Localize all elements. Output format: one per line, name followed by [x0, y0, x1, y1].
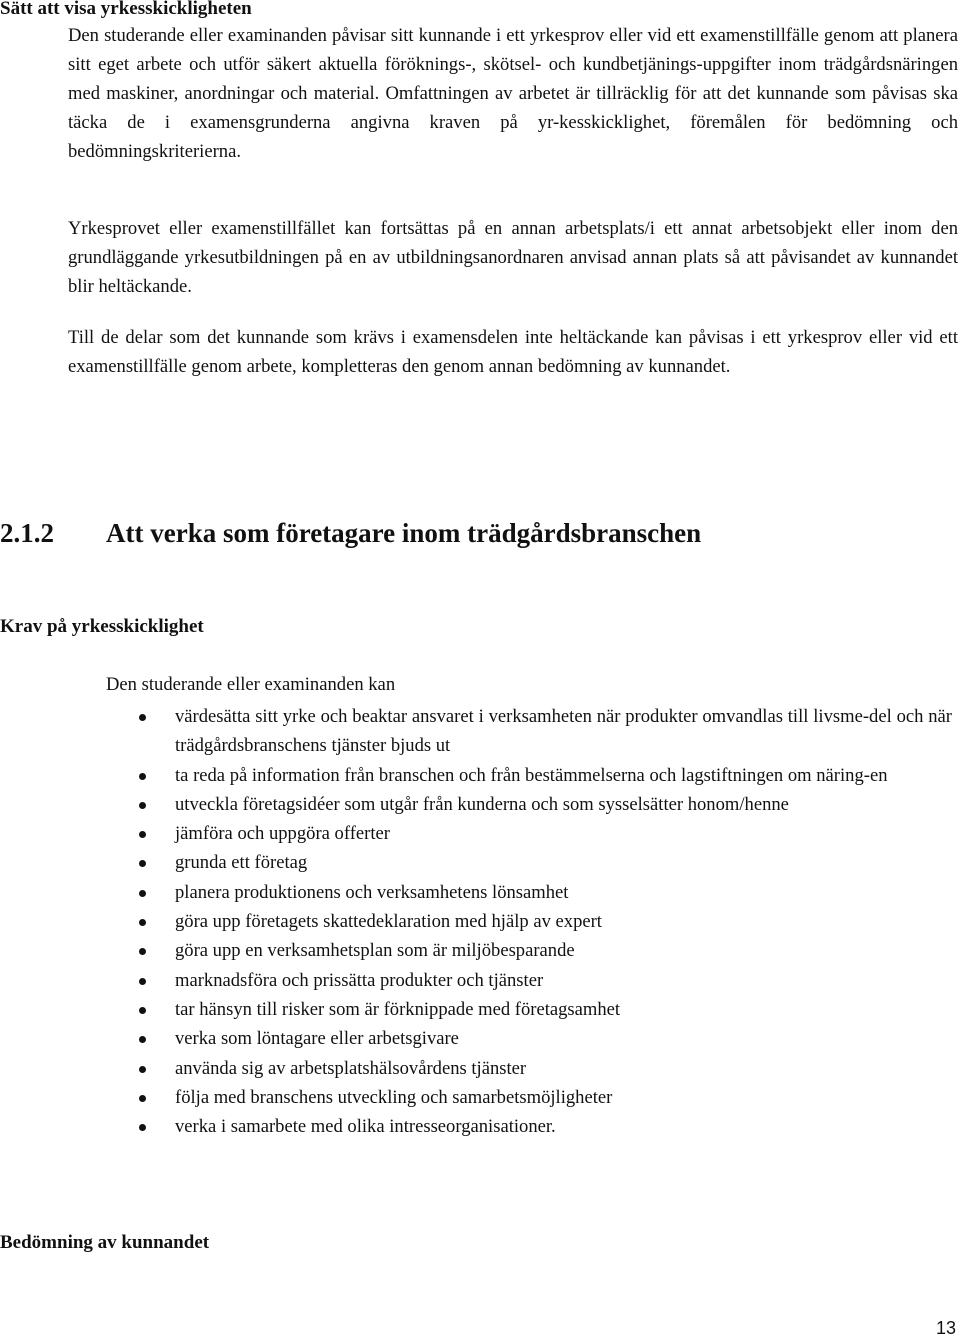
- section-heading-demonstration: Sätt att visa yrkesskickligheten: [0, 0, 252, 19]
- paragraph-demonstration: Den studerande eller examinanden påvisar sitt kunnande i ett yrkesprov eller vid ett examenstillfälle genom att planera sitt eget arbete och utför säkert aktuella föröknings-, skötsel- och kundbetjänings-uppgifter inom trädgårdsnäringen med maskiner, anordningar och material. Omfattningen av arbetet är tillräcklig för att det kunnande som påvisas ska täcka de i examensgrunderna angivna kraven på yr-kesskicklighet, föremålen för bedömning och bedömningskriterierna.: [68, 25, 958, 162]
- list-item: verka i samarbete med olika intresseorganisationer.: [0, 1112, 960, 1141]
- bullet-icon: [139, 1036, 146, 1043]
- bullet-icon: [139, 802, 146, 809]
- list-item: följa med branschens utveckling och samarbetsmöjligheter: [0, 1083, 960, 1112]
- list-item: ta reda på information från branschen och från bestämmelserna och lagstiftningen om näring-en: [0, 761, 960, 790]
- list-item: använda sig av arbetsplatshälsovårdens tjänster: [0, 1054, 960, 1083]
- list-item: värdesätta sitt yrke och beaktar ansvaret i verksamheten när produkter omvandlas till livsme-del och när trädgårdsbranschens tjänster bjuds ut: [0, 702, 960, 761]
- bullet-icon: [139, 714, 146, 721]
- list-item: verka som löntagare eller arbetsgivare: [0, 1024, 960, 1053]
- list-item: göra upp en verksamhetsplan som är miljöbesparande: [0, 936, 960, 965]
- bullet-icon: [139, 1095, 146, 1102]
- list-item: grunda ett företag: [0, 848, 960, 877]
- paragraph-continuation: Yrkesprovet eller examenstillfället kan fortsättas på en annan arbetsplats/i ett annat arbetsobjekt eller inom den grundläggande yrkesutbildningen på en av utbildningsanordnaren anvisad annan plats så att påvisandet av kunnandet blir heltäckande.: [68, 218, 958, 297]
- list-item: planera produktionens och verksamhetens lönsamhet: [0, 878, 960, 907]
- bullet-icon: [139, 978, 146, 985]
- page-number: 13: [935, 1318, 956, 1338]
- requirements-list: [0, 702, 960, 1141]
- bullet-icon: [139, 860, 146, 867]
- bullet-icon: [139, 1124, 146, 1131]
- bullet-icon: [139, 890, 146, 897]
- bullet-icon: [139, 831, 146, 838]
- list-item: tar hänsyn till risker som är förknippade med företagsamhet: [0, 995, 960, 1024]
- list-item: göra upp företagets skattedeklaration med hjälp av expert: [0, 907, 960, 936]
- bullet-icon: [139, 773, 146, 780]
- list-item: jämföra och uppgöra offerter: [0, 819, 960, 848]
- bullet-icon: [139, 1066, 146, 1073]
- bullet-icon: [139, 919, 146, 926]
- section-title: Att verka som företagare inom trädgårdsbranschen: [106, 518, 702, 548]
- bullet-icon: [139, 1007, 146, 1014]
- paragraph-complement: Till de delar som det kunnande som krävs i examensdelen inte heltäckande kan påvisas i ett yrkesprov eller vid ett examenstillfälle genom arbete, kompletteras den genom annan bedömning av kunnandet.: [68, 327, 958, 377]
- krav-heading: Krav på yrkesskicklighet: [0, 616, 204, 637]
- bullet-icon: [139, 948, 146, 955]
- bedomning-heading: Bedömning av kunnandet: [0, 1232, 210, 1253]
- section-number: 2.1.2: [0, 518, 54, 548]
- list-item: utveckla företagsidéer som utgår från kunderna och som sysselsätter honom/henne: [0, 790, 960, 819]
- requirements-intro: Den studerande eller examinanden kan: [106, 674, 396, 695]
- list-item: marknadsföra och prissätta produkter och tjänster: [0, 966, 960, 995]
